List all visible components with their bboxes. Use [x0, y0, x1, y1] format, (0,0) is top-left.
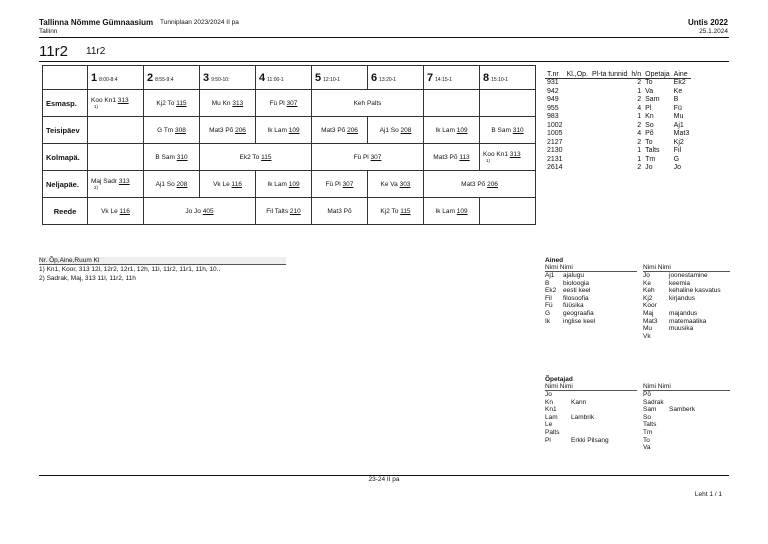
legend-code: Mat3 [643, 317, 658, 325]
subject-cell: 1002 [547, 121, 563, 129]
legend-col-header: Nimi Nimi [643, 264, 730, 272]
subject-cell: To [645, 79, 653, 86]
period-header: 2 8:55-9:4 [144, 66, 200, 90]
lesson-cell: Maj Sadr 313 2) [88, 171, 144, 198]
legend-row [643, 444, 730, 452]
legend-name: filosoofia [563, 294, 589, 302]
class-rule [39, 61, 729, 62]
subject-cell: B [673, 96, 679, 103]
legend-code: Kn1 [545, 406, 557, 414]
legend-code: Vk [643, 332, 651, 340]
subject-row [545, 164, 691, 173]
day-row [43, 171, 536, 198]
legend-opetajad [545, 376, 730, 452]
subject-cell: Fü [673, 104, 682, 112]
subject-cell [565, 164, 590, 173]
subject-cell: 2614 [547, 164, 563, 171]
legend-name: ajalugu [563, 272, 584, 279]
subject-cell: Va [645, 87, 654, 95]
legend-name: eesti keel [563, 287, 591, 295]
print-date: 25.1.2024 [699, 28, 728, 35]
legend-row [545, 437, 643, 445]
legend-name: kirjandus [669, 294, 696, 302]
subject-cell: Fil [673, 147, 682, 154]
legend-code: Ik [545, 317, 551, 325]
lesson-cell [88, 144, 144, 171]
col-header: Pl-ta tunnid [591, 71, 628, 78]
legend-name: keemia [669, 279, 690, 287]
legend-code: Maj [643, 309, 654, 317]
subject-row [545, 147, 691, 156]
subject-cell: Pl [645, 104, 652, 112]
subject-cell [565, 139, 590, 148]
legend-row [643, 429, 730, 437]
subject-cell: 4 [637, 130, 642, 137]
subject-cell: 1 [637, 113, 642, 120]
page-number: Leht 1 / 1 [694, 491, 722, 498]
legend-name: Erkki Pilsang [571, 436, 609, 444]
day-row [43, 90, 536, 117]
subject-cell: Jo [673, 164, 682, 171]
school-name: Tallinna Nõmme Gümnaasium [39, 18, 154, 27]
subject-cell [565, 88, 590, 97]
legend-row [545, 414, 643, 422]
day-label: Kolmapä. [43, 144, 88, 171]
subject-cell: 2 [637, 96, 642, 103]
lesson-cell: Ik Lam 109 [424, 198, 480, 225]
legend-code: G [545, 309, 551, 317]
day-row [43, 198, 536, 225]
lesson-cell: Fü Pl 307 [312, 171, 368, 198]
legend-row [643, 391, 730, 399]
subject-row [545, 96, 691, 105]
day-label: Esmasp. [43, 90, 88, 117]
lesson-cell: Fü Pl 307 [312, 144, 424, 171]
subject-cell [565, 79, 590, 88]
lesson-cell: Ke Va 303 [368, 171, 424, 198]
subject-cell: 2127 [547, 138, 563, 146]
subject-cell: Ke [673, 87, 683, 95]
period-header: 7 14:15-1 [424, 66, 480, 90]
subject-cell [590, 147, 629, 156]
subject-cell: 4 [637, 104, 642, 112]
subject-row [545, 122, 691, 131]
subject-cell [590, 88, 629, 97]
legend-code: Palts [545, 428, 560, 436]
legend-row [643, 421, 730, 429]
subject-cell [565, 105, 590, 114]
legend-name: Kann [571, 398, 587, 406]
subject-cell [565, 96, 590, 105]
day-row [43, 117, 536, 144]
subject-cell: 942 [547, 87, 559, 95]
note-row: 2) Sadrak, Maj, 313 11l, 11r2, 11h [39, 275, 136, 282]
legend-row [643, 414, 730, 422]
lesson-cell [88, 117, 144, 144]
lesson-cell: Keh Palts [312, 90, 424, 117]
lesson-cell: Vk Le 116 [88, 198, 144, 225]
subject-row [545, 130, 691, 139]
legend-code: Fil [545, 294, 552, 302]
subject-row [545, 79, 691, 88]
lesson-cell: Mat3 Põ [312, 198, 368, 225]
lesson-cell: Ek2 To 115 [200, 144, 312, 171]
subject-row [545, 105, 691, 114]
subject-row [545, 156, 691, 165]
subject-cell: Jo [645, 164, 653, 171]
legend-row [643, 325, 730, 333]
legend-row [545, 429, 643, 437]
lesson-cell: Mat3 Põ 206 [424, 171, 536, 198]
subject-cell: Mu [673, 113, 684, 120]
subject-cell: Sam [645, 96, 660, 103]
legend-row [643, 399, 730, 407]
legend-name: muusika [669, 325, 694, 333]
legend-code: So [643, 413, 651, 421]
subject-cell [590, 164, 629, 173]
footer-term: 23-24 II pa [368, 476, 400, 483]
legend-code: Koor [643, 302, 657, 310]
legend-name: kehaline kasvatus [669, 287, 721, 295]
legend-code: Pl [545, 436, 551, 444]
subject-cell: Aj1 [673, 121, 684, 129]
subject-cell: 2 [637, 164, 642, 171]
subject-cell: 1 [637, 155, 642, 163]
period-header: 3 9:50-10: [200, 66, 256, 90]
col-header: Aine [672, 71, 692, 79]
legend-code: Sam [643, 406, 657, 414]
notes-header: Nr. Õp,Aine,Ruum Kl [39, 257, 286, 265]
legend-code: B [545, 279, 550, 287]
subject-cell: 2131 [547, 155, 563, 163]
subject-cell: 1 [637, 147, 642, 154]
subject-cell: So [645, 121, 654, 129]
lesson-cell: Fil Talts 210 [256, 198, 312, 225]
legend-name: majandus [669, 309, 698, 317]
legend-code: Le [545, 421, 553, 429]
legend-code: Jo [643, 272, 650, 279]
subject-list [545, 71, 691, 173]
lesson-cell: Mat3 Põ 113 [424, 144, 480, 171]
subject-cell [590, 130, 629, 139]
lesson-cell: Ik Lam 109 [256, 171, 312, 198]
subject-cell: 2 [637, 121, 642, 129]
period-header: 5 12:10-1 [312, 66, 368, 90]
timetable-grid [42, 65, 536, 225]
lesson-cell [480, 198, 536, 225]
legend-row [545, 272, 643, 280]
legend-row [643, 333, 730, 341]
subject-cell [590, 79, 629, 88]
legend-row [643, 318, 730, 326]
lesson-cell [480, 90, 536, 117]
legend-row [643, 287, 730, 295]
day-label: Reede [43, 198, 88, 225]
subject-list-header [545, 71, 691, 79]
subject-cell: 2130 [547, 147, 563, 154]
legend-name: joonestamine [669, 272, 708, 279]
legend-row [545, 302, 643, 310]
col-header: Opetaja [645, 71, 670, 78]
period-header-row [43, 66, 536, 90]
legend-row [545, 280, 643, 288]
legend-row [545, 295, 643, 303]
lesson-cell: Jo Jo 405 [144, 198, 256, 225]
lesson-cell: Ik Lam 109 [256, 117, 312, 144]
software-name: Untis 2022 [687, 18, 728, 27]
subject-cell [590, 113, 629, 122]
subject-cell [565, 147, 590, 156]
subject-cell: 2 [637, 79, 642, 86]
day-label: Teisipäev [43, 117, 88, 144]
subject-cell [590, 122, 629, 131]
legend-row [643, 437, 730, 445]
city: Tallinn [39, 28, 58, 35]
subject-cell [590, 156, 629, 165]
legend-name: inglise keel [563, 317, 596, 325]
legend-row [545, 399, 643, 407]
subject-cell: To [645, 138, 653, 146]
legend-name: Lambrik [571, 413, 595, 421]
legend-name: Samberk [669, 406, 696, 414]
period-header: 1 8:00-8:4 [88, 66, 144, 90]
subject-cell: Kn [645, 113, 654, 120]
legend-row [545, 318, 643, 326]
header-rule [39, 37, 729, 38]
corner-cell [43, 66, 88, 90]
legend-name: matemaatika [669, 317, 707, 325]
period-header: 8 15:10-1 [480, 66, 536, 90]
legend-code: Tm [643, 428, 653, 436]
subject-cell [590, 105, 629, 114]
class-subtitle: 11r2 [86, 46, 106, 57]
lesson-cell: Vk Le 116 [200, 171, 256, 198]
legend-row [643, 302, 730, 310]
subject-cell: G [673, 155, 680, 163]
subject-cell: 949 [547, 96, 559, 103]
legend-row [545, 287, 643, 295]
subject-cell: 1005 [547, 130, 563, 137]
legend-code: Sadrak [643, 398, 664, 406]
legend-col-header: Nimi Nimi [545, 383, 637, 391]
legend-ained [545, 257, 730, 340]
subject-row [545, 113, 691, 122]
legend-code: Ek2 [545, 287, 557, 295]
col-header: T.nr [545, 71, 565, 79]
subject-cell: 2 [637, 138, 642, 146]
legend-code: Jo [545, 391, 552, 398]
subject-cell: Põ [645, 130, 654, 137]
lesson-cell: Mat3 Põ 206 [200, 117, 256, 144]
legend-row [643, 295, 730, 303]
subject-cell: Mat3 [673, 130, 690, 137]
legend-col-header: Nimi Nimi [643, 383, 730, 391]
legend-col-header: Nimi Nimi [545, 264, 637, 272]
lesson-cell: Koo Kn1 313 1) [88, 90, 144, 117]
legend-code: Põ [643, 391, 651, 398]
legend-code: Talts [643, 421, 657, 429]
lesson-cell: Aj1 So 208 [144, 171, 200, 198]
legend-code: Ke [643, 279, 651, 287]
lesson-cell: Kj2 To 115 [144, 90, 200, 117]
subject-row [545, 139, 691, 148]
subject-cell: Kj2 [673, 138, 684, 146]
subject-cell: 955 [547, 104, 559, 112]
subject-row [545, 88, 691, 97]
legend-row [545, 406, 643, 414]
lesson-cell [424, 90, 480, 117]
legend-code: Kj2 [643, 294, 653, 302]
lesson-cell: B Sam 310 [144, 144, 200, 171]
subject-cell [565, 156, 590, 165]
subject-cell: 1 [637, 87, 642, 95]
legend-code: Kn [545, 398, 553, 406]
subject-cell [565, 122, 590, 131]
legend-code: Lam [545, 413, 558, 421]
legend-name: füüsika [563, 302, 584, 310]
legend-code: Aj1 [545, 272, 555, 279]
subject-cell [590, 139, 629, 148]
period-header: 4 11:00-1 [256, 66, 312, 90]
lesson-cell: Mat3 Põ 206 [312, 117, 368, 144]
legend-row [643, 280, 730, 288]
legend-code: To [643, 436, 650, 444]
legend-row [545, 310, 643, 318]
note-row: 1) Kn1, Koor, 313 12l, 12r2, 12r1, 12h, 11l, 11r2, 11r1, 11h, 10.. [39, 266, 221, 273]
subject-cell [565, 113, 590, 122]
legend-code: Fü [545, 302, 553, 310]
period-header: 6 13:20-1 [368, 66, 424, 90]
lesson-cell: Koo Kn1 313 1) [480, 144, 536, 171]
lesson-cell: G Tm 308 [144, 117, 200, 144]
legend-code: Va [643, 444, 651, 452]
plan-title: Tunniplaan 2023/2024 II pa [160, 19, 239, 26]
lesson-cell: Fü Pl 307 [256, 90, 312, 117]
lesson-cell: Aj1 So 208 [368, 117, 424, 144]
subject-cell: Talts [645, 147, 660, 154]
legend-row [545, 421, 643, 429]
legend-code: Keh [643, 287, 655, 295]
day-row [43, 144, 536, 171]
legend-row [643, 310, 730, 318]
lesson-cell: Ik Lam 109 [424, 117, 480, 144]
lesson-cell: Kj2 To 115 [368, 198, 424, 225]
legend-row [545, 391, 643, 399]
subject-cell: 983 [547, 113, 559, 120]
day-label: Neljapäe. [43, 171, 88, 198]
legend-name: geograafia [563, 309, 594, 317]
legend-code: Mu [643, 325, 653, 333]
subject-cell [590, 96, 629, 105]
subject-cell: 931 [547, 79, 559, 86]
subject-cell [565, 130, 590, 139]
lesson-cell: Mu Kn 313 [200, 90, 256, 117]
legend-title: Ained [545, 257, 564, 264]
lesson-cell: B Sam 310 [480, 117, 536, 144]
subject-cell: Ek2 [673, 79, 686, 86]
class-title: 11r2 [39, 43, 68, 60]
col-header: h/n [631, 71, 642, 78]
subject-cell: Tm [645, 155, 656, 163]
legend-title: Õpetajad [545, 376, 573, 383]
legend-name: bioloogia [563, 279, 590, 287]
legend-row [643, 406, 730, 414]
legend-row [643, 272, 730, 280]
col-header: Kl.,Op. [566, 71, 588, 78]
